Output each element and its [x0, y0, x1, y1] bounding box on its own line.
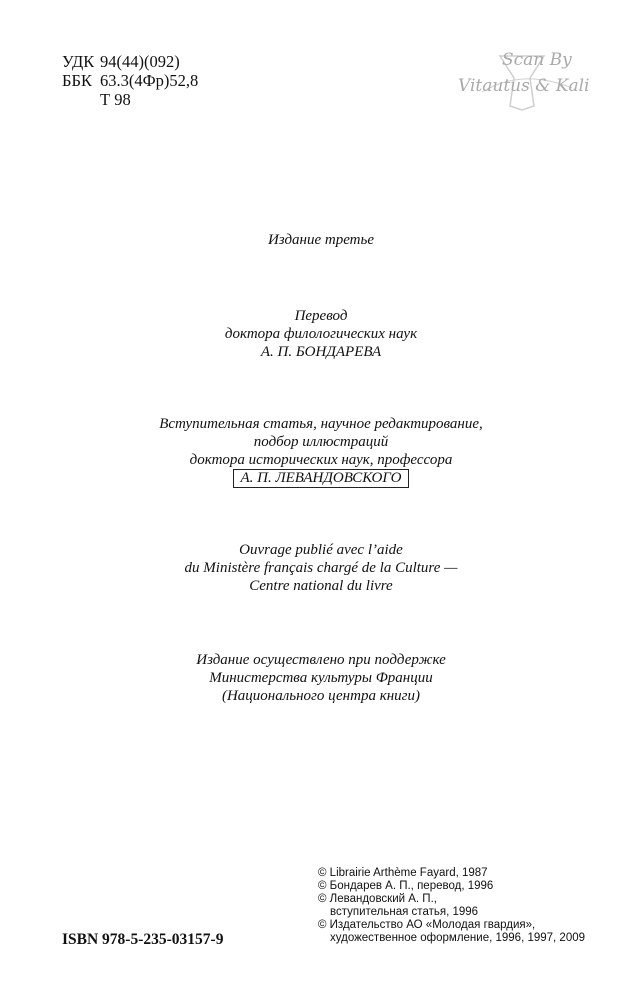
french-support-line2: du Ministère français chargé de la Culture — — [184, 560, 458, 576]
bbk-label: ББК — [62, 71, 92, 90]
bbk-value: 63.3(4Фр)52,8 — [100, 71, 199, 90]
copyright-line2: © Бондарев А. П., перевод, 1996 — [318, 880, 494, 892]
french-support-line1: Ouvrage publié avec l’aide — [239, 542, 403, 558]
copyright-line1: © Librairie Arthème Fayard, 1987 — [318, 867, 488, 879]
translation-block — [0, 307, 642, 361]
copyright-line3: © Левандовский А. П., — [318, 893, 437, 905]
author-mark: Т 98 — [100, 90, 131, 109]
russian-support-block — [0, 651, 642, 705]
editorial-line2: подбор иллюстраций — [253, 434, 389, 450]
translator-name: А. П. БОНДАРЕВА — [260, 344, 382, 360]
editor-name-boxed: А. П. ЛЕВАНДОВСКОГО — [233, 469, 408, 488]
copyright-block — [318, 867, 585, 945]
translation-line1: Перевод — [294, 308, 348, 324]
editorial-line3: доктора исторических наук, профессора — [189, 452, 453, 468]
bbk-row — [62, 71, 198, 90]
translation-line2: доктора филологических наук — [224, 326, 418, 342]
copyright-line6: художественное оформление, 1996, 1997, 2009 — [330, 932, 586, 944]
classification-block — [62, 52, 198, 109]
editorial-block — [0, 415, 642, 488]
editorial-line1: Вступительная статья, научное редактирование, — [159, 416, 483, 432]
russian-support-line3: (Национального центра книги) — [221, 688, 421, 704]
udk-label: УДК — [62, 52, 95, 71]
edition-note: Издание третье — [267, 232, 375, 248]
scan-watermark — [452, 48, 592, 118]
watermark-line1: Scan By — [502, 50, 572, 70]
udk-row — [62, 52, 198, 71]
french-support-line3: Centre national du livre — [249, 578, 393, 594]
copyright-line4: вступительная статья, 1996 — [330, 906, 479, 918]
french-support-block — [0, 541, 642, 595]
russian-support-line2: Министерства культуры Франции — [209, 670, 433, 686]
isbn: ISBN 978-5-235-03157-9 — [62, 931, 224, 948]
udk-value: 94(44)(092) — [100, 52, 180, 71]
watermark-line2: Vitautus & Kali — [458, 76, 590, 96]
russian-support-line1: Издание осуществлено при поддержке — [196, 652, 446, 668]
copyright-line5: © Издательство АО «Молодая гвардия», — [318, 919, 536, 931]
